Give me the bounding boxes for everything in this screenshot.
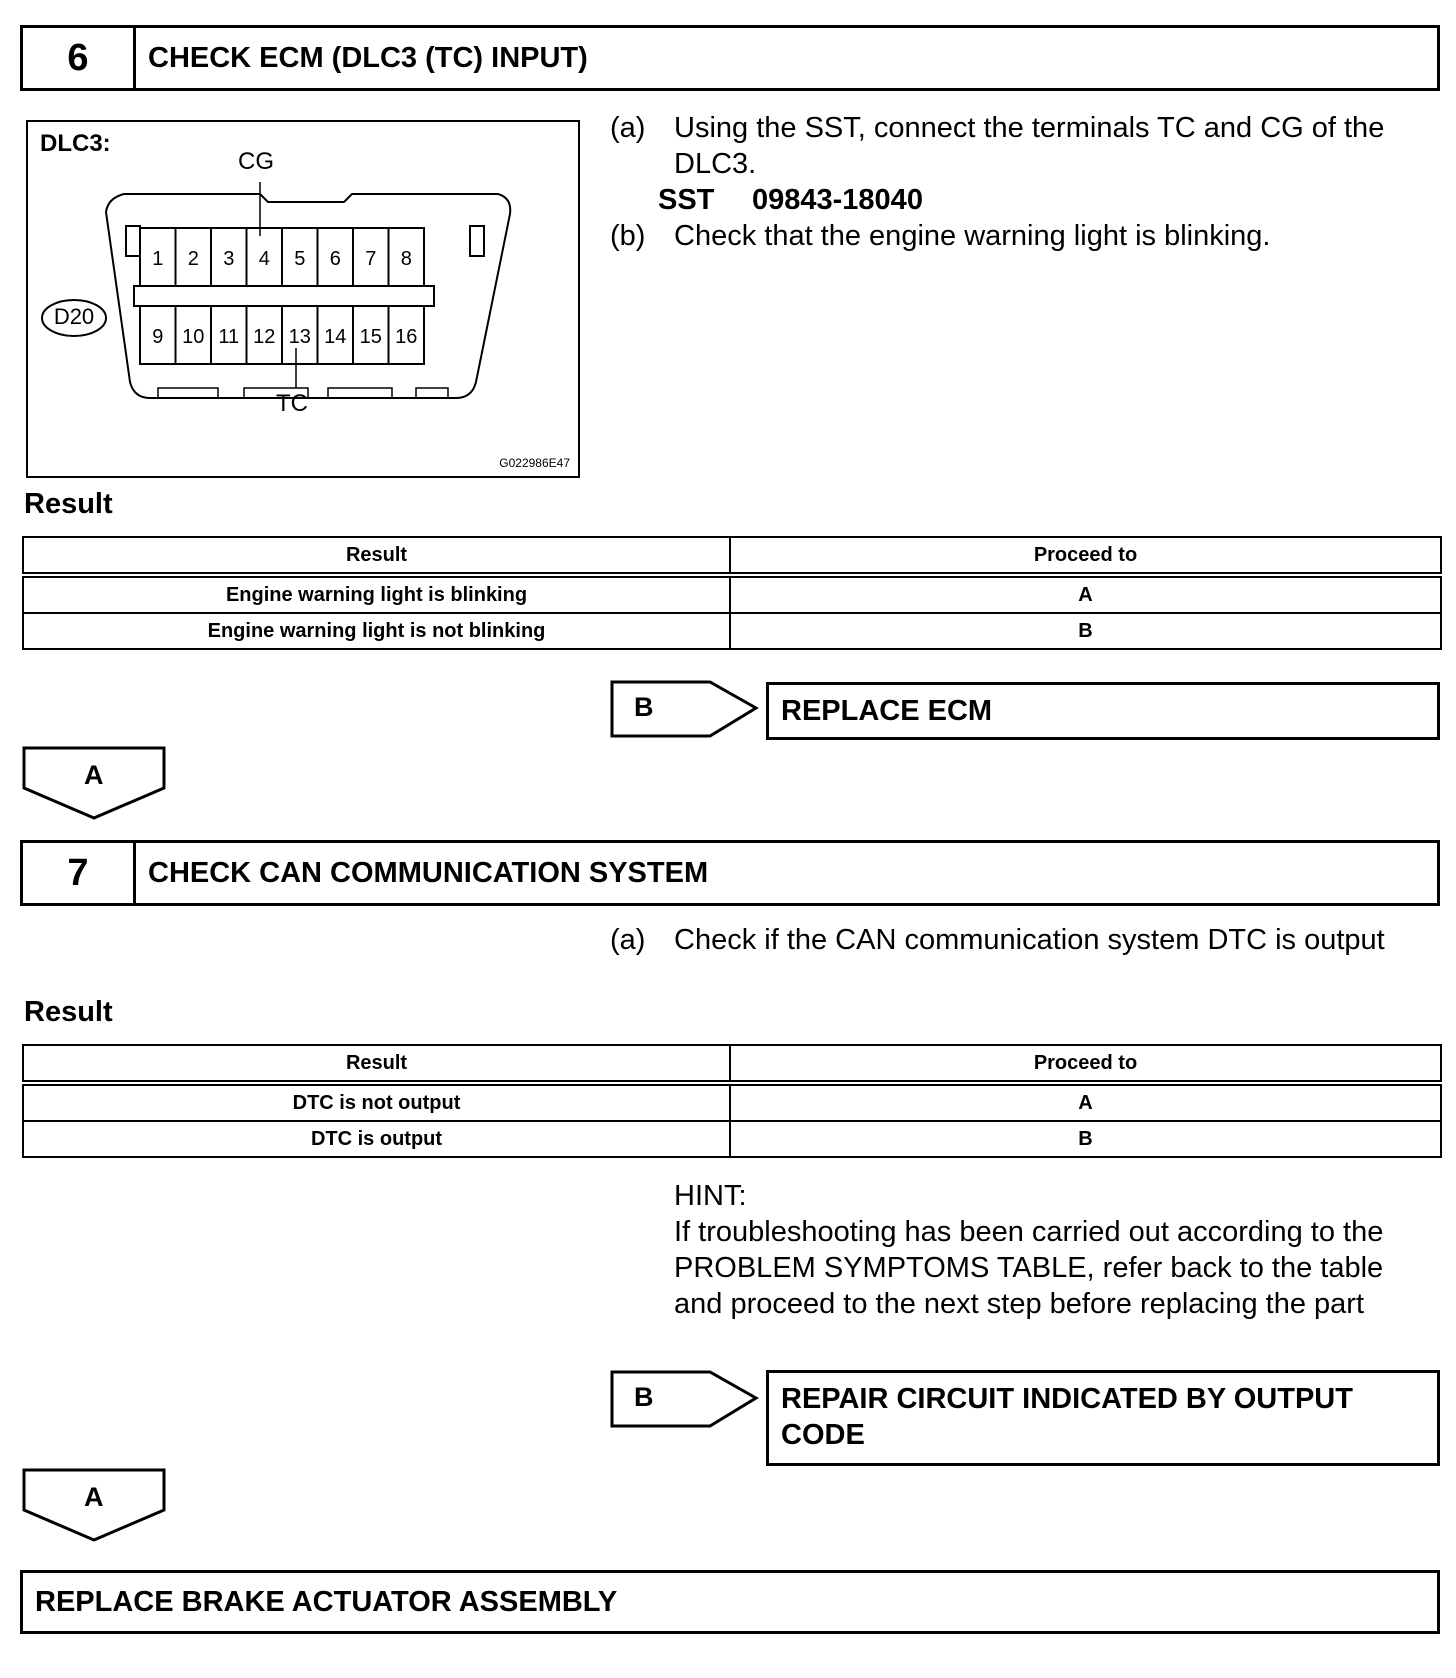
instruction-a-line1: Using the SST, connect the terminals TC and CG of the (674, 112, 1385, 144)
instruction-b-text: Check that the engine warning light is blinking. (674, 220, 1271, 252)
step-7-result-table (22, 1044, 1442, 1158)
sst-value: 09843-18040 (752, 184, 923, 216)
pin-label: 12 (253, 326, 276, 348)
cg-label: CG (238, 148, 274, 175)
pin-label: 9 (152, 326, 164, 348)
dlc3-figure (26, 120, 580, 478)
pin-label: 16 (395, 326, 418, 348)
step-6-branch-b-arrow (610, 680, 760, 740)
dlc3-connector-diagram (28, 122, 582, 480)
table-row (23, 1121, 1441, 1157)
step-7-branch-b-action-line2: CODE (781, 1419, 865, 1451)
tc-label: TC (276, 390, 308, 417)
hint-line-2: PROBLEM SYMPTOMS TABLE, refer back to the table (674, 1252, 1384, 1284)
hint-label: HINT: (674, 1180, 747, 1212)
header-proceed: Proceed to (730, 537, 1441, 575)
hint-line-3: and proceed to the next step before replacing the part (674, 1288, 1365, 1320)
pin-label: 13 (288, 326, 311, 348)
pin-label: 2 (187, 248, 199, 270)
step-7-instructions (610, 922, 1450, 962)
table-row (23, 613, 1441, 649)
step-6-branch-b-letter: B (634, 692, 654, 722)
step-7-title: CHECK CAN COMMUNICATION SYSTEM (148, 856, 709, 889)
step-7-branch-b-action-line1: REPAIR CIRCUIT INDICATED BY OUTPUT (781, 1383, 1353, 1415)
pin-label: 15 (359, 326, 382, 348)
step-7-header (20, 840, 1440, 906)
pin-label: 1 (152, 248, 164, 270)
figure-label: DLC3: (40, 130, 111, 157)
pin-label: 10 (182, 326, 205, 348)
instruction-a-label: (a) (610, 112, 646, 144)
pin-label: 11 (218, 326, 240, 348)
pin-label: 8 (400, 248, 412, 270)
figure-code: G022986E47 (499, 456, 570, 470)
left-tab (126, 226, 140, 256)
step-7-hint (674, 1178, 1454, 1328)
result-cell: DTC is output (23, 1121, 730, 1157)
header-proceed: Proceed to (730, 1045, 1441, 1083)
step-6-number: 6 (23, 28, 136, 88)
step-6-title: CHECK ECM (DLC3 (TC) INPUT) (148, 41, 588, 74)
proceed-cell: B (730, 613, 1441, 649)
pin-label: 6 (329, 248, 341, 270)
result-cell: Engine warning light is not blinking (23, 613, 730, 649)
step-7-instruction-a-label: (a) (610, 924, 646, 956)
middle-bar (134, 286, 434, 306)
header-result: Result (23, 537, 730, 575)
hint-line-1: If troubleshooting has been carried out according to the (674, 1216, 1384, 1248)
step-6-result-heading: Result (24, 488, 113, 520)
proceed-cell: A (730, 1083, 1441, 1121)
proceed-cell: A (730, 575, 1441, 613)
instruction-a-line2: DLC3. (674, 148, 757, 180)
instruction-b-label: (b) (610, 220, 646, 252)
final-action: REPLACE BRAKE ACTUATOR ASSEMBLY (20, 1570, 1440, 1634)
step-7-branch-b-letter: B (634, 1382, 654, 1412)
sst-label: SST (658, 184, 715, 216)
table-row (23, 1083, 1441, 1121)
step-7-branch-a-letter: A (84, 1482, 104, 1512)
table-header-row (23, 537, 1441, 575)
step-6-branch-b-action: REPLACE ECM (766, 682, 1440, 740)
proceed-cell: B (730, 1121, 1441, 1157)
right-tab (470, 226, 484, 256)
step-7-instruction-a-text: Check if the CAN communication system DTC is output (674, 924, 1385, 956)
connector-outline (106, 194, 510, 398)
result-cell: DTC is not output (23, 1083, 730, 1121)
step-7-result-heading: Result (24, 996, 113, 1028)
pin-label: 4 (258, 248, 270, 270)
pin-label: 5 (294, 248, 306, 270)
pin-label: 14 (324, 326, 347, 348)
step-7-branch-b-action (766, 1370, 1440, 1466)
step-6-header (20, 25, 1440, 91)
result-cell: Engine warning light is blinking (23, 575, 730, 613)
step-6-instructions (610, 110, 1450, 250)
step-6-branch-a-letter: A (84, 760, 104, 790)
step-7-number: 7 (23, 843, 136, 903)
pin-label: 7 (365, 248, 377, 270)
table-header-row (23, 1045, 1441, 1083)
connector-id: D20 (53, 304, 95, 329)
table-row (23, 575, 1441, 613)
step-7-branch-b-arrow (610, 1370, 760, 1430)
pin-label: 3 (223, 248, 235, 270)
step-6-result-table (22, 536, 1442, 650)
header-result: Result (23, 1045, 730, 1083)
